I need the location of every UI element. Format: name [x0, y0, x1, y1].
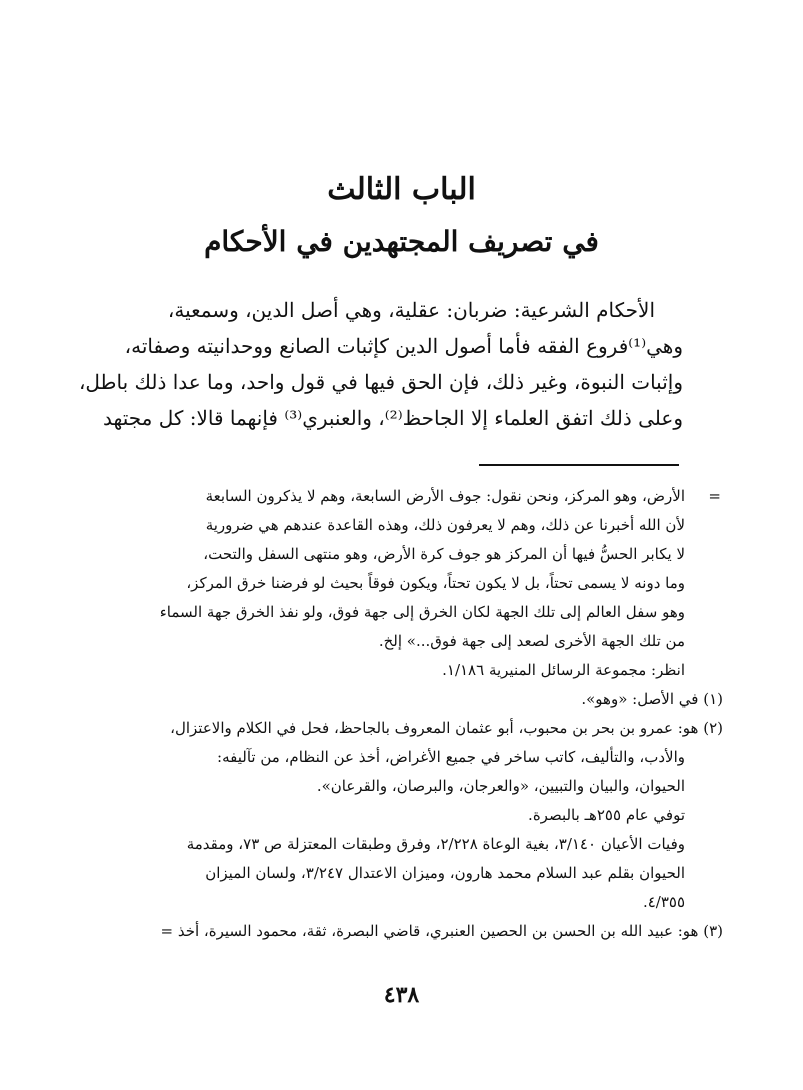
footnotes — [115, 482, 723, 946]
body-line: الأحكام الشرعية: ضربان: عقلية، وهي أصل الدين، وسمعية، — [167, 298, 655, 322]
footnote-line: ٤/٣٥٥. — [642, 893, 685, 911]
footnote-line: وما دونه لا يسمى تحتاً، بل لا يكون تحتاً، ويكون فوقاً بحيث لو فرضنا خرق المركز، — [186, 574, 685, 592]
body-line: وإثبات النبوة، وغير ذلك، فإن الحق فيها في قول واحد، وما عدا ذلك باطل، — [78, 370, 683, 394]
body-line: وهي⁽¹⁾فروع الفقه فأما أصول الدين كإثبات الصانع ووحدانيته وصفاته، — [124, 334, 683, 358]
chapter-subtitle: في تصريف المجتهدين في الأحكام — [204, 225, 599, 258]
footnote-line: انظر: مجموعة الرسائل المنيرية ١/١٨٦. — [442, 661, 685, 679]
footnote-line — [115, 482, 721, 511]
footnote-line-text: الأرض، وهو المركز، ونحن نقول: جوف الأرض السابعة، وهم لا يذكرون السابعة — [205, 487, 685, 505]
footnote-2 — [115, 714, 723, 917]
footnote-divider — [479, 464, 679, 466]
chapter-title: الباب الثالث — [327, 172, 476, 207]
footnote-line: الحيوان، والبيان والتبيين، «والعرجان، والبرصان، والقرعان». — [316, 777, 685, 795]
footnote-line: (٢) هو: عمرو بن بحر بن محبوب، أبو عثمان المعروف بالجاحظ، فحل في الكلام والاعتزال، — [170, 719, 723, 737]
footnote-line: توفي عام ٢٥٥هـ بالبصرة. — [528, 806, 685, 824]
footnote-line: والأدب، والتأليف، كاتب ساخر في جميع الأغراض، أخذ عن النظام، من تآليفه: — [217, 748, 685, 766]
body-line: وعلى ذلك اتفق العلماء إلا الجاحظ⁽²⁾، والعنبري⁽³⁾ فإنهما قالا: كل مجتهد — [102, 406, 683, 430]
footnote-line: الحيوان بقلم عبد السلام محمد هارون، وميزان الاعتدال ٣/٢٤٧، ولسان الميزان — [205, 864, 685, 882]
footnote-line: لا يكابر الحسُّ فيها أن المركز هو جوف كرة الأرض، وهو منتهى السفل والتحت، — [203, 545, 685, 563]
footnote-line: وهو سفل العالم إلى تلك الجهة لكان الخرق إلى جهة فوق، ولو نفذ الخرق جهة السماء — [159, 603, 685, 621]
body-paragraph — [78, 292, 683, 436]
footnote-line: من تلك الجهة الأخرى لصعد إلى جهة فوق...» إلخ. — [378, 632, 685, 650]
footnote-continuation — [115, 482, 721, 685]
footnote-line: وفيات الأعيان ٣/١٤٠، بغية الوعاة ٢/٢٢٨، وفرق وطبقات المعتزلة ص ٧٣، ومقدمة — [186, 835, 685, 853]
footnote-3: (٣) هو: عبيد الله بن الحسن بن الحصين العنبري، قاضي البصرة، ثقة، محمود السيرة، أخذ = — [160, 922, 723, 940]
page-number: ٤٣٨ — [383, 982, 420, 1008]
footnote-1: (١) في الأصل: «وهو». — [581, 690, 723, 708]
continuation-marker: = — [708, 487, 721, 505]
footnote-line: لأن الله أخبرنا عن ذلك، وهم لا يعرفون ذلك، وهذه القاعدة عندهم هي ضرورية — [205, 516, 685, 534]
